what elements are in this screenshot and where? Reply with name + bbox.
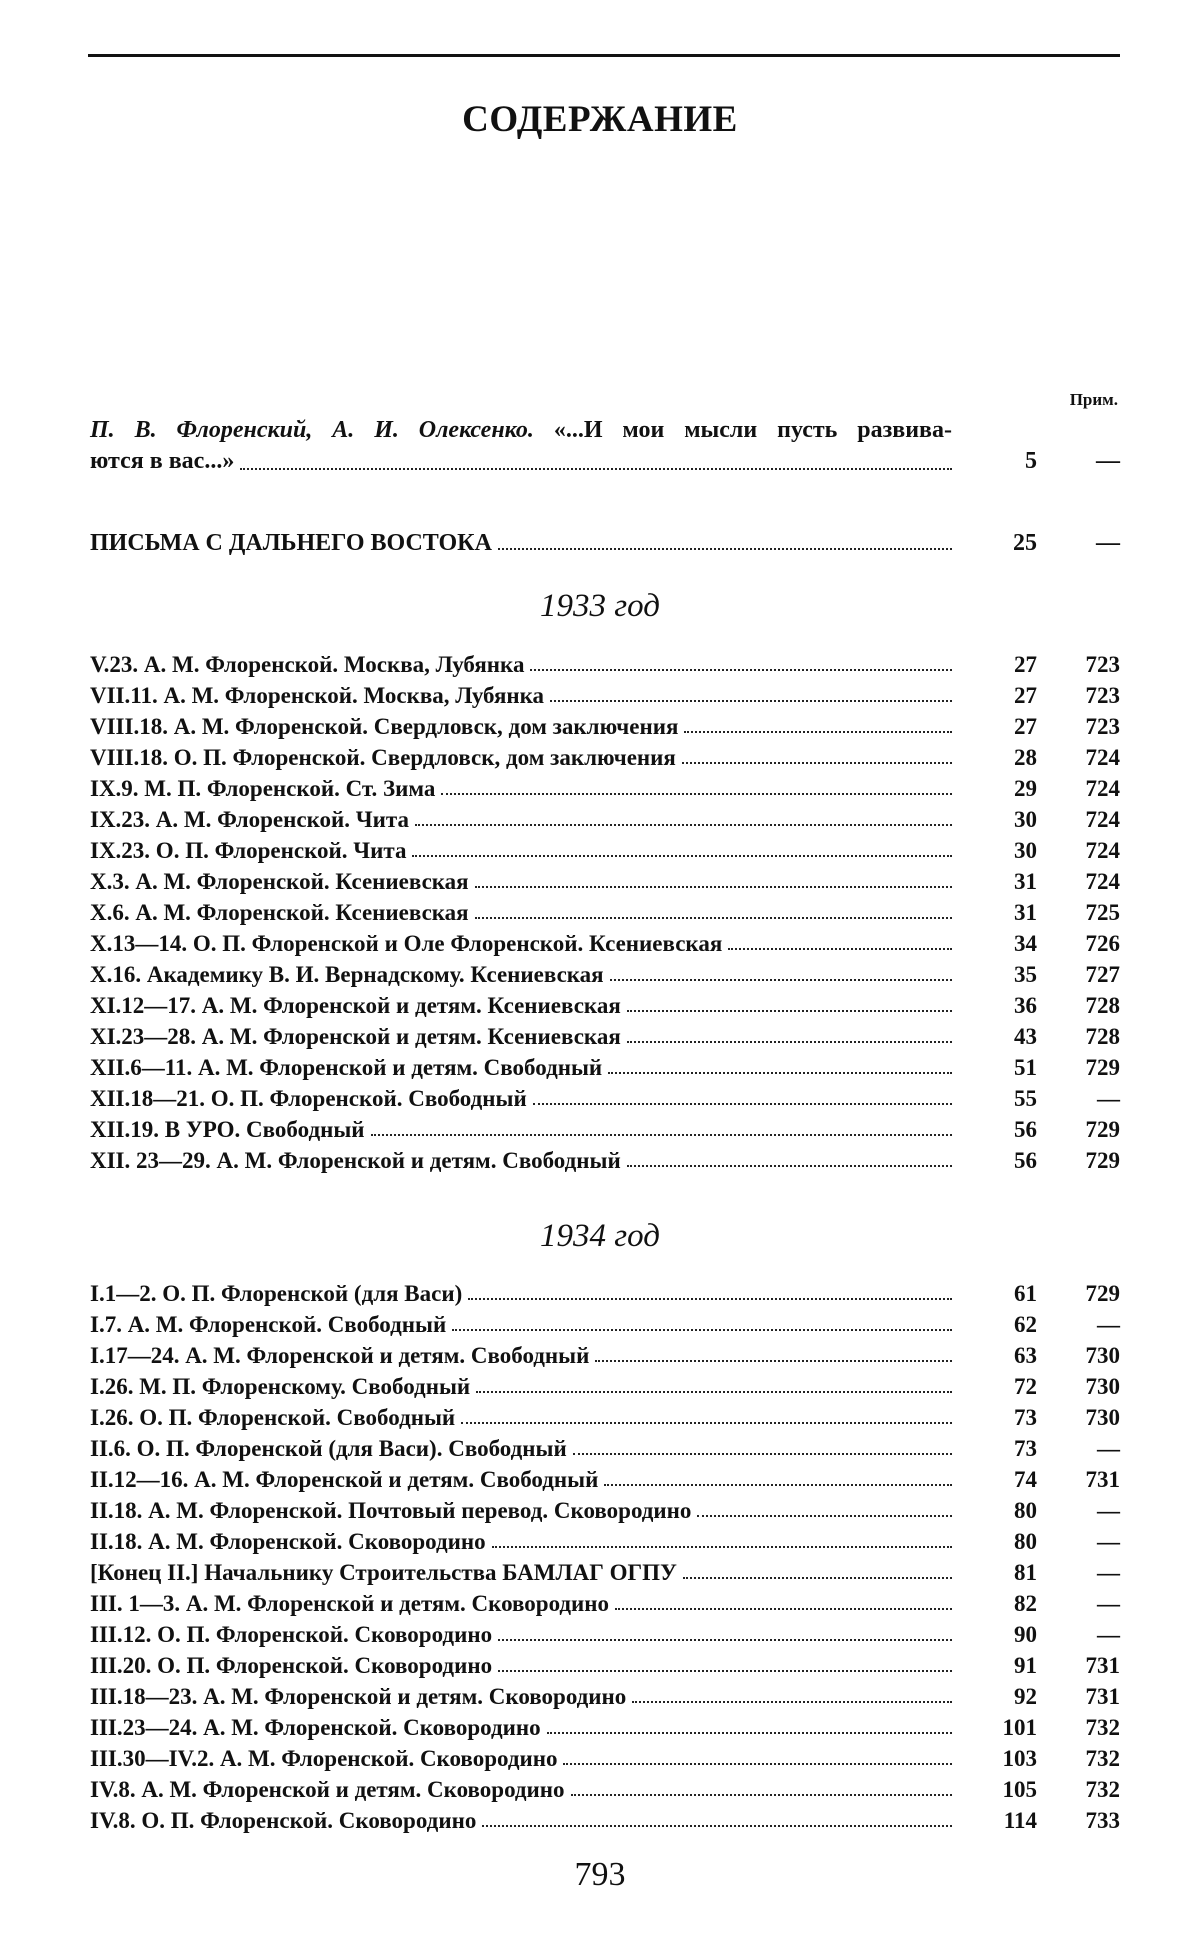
toc-entry-page: 43 — [1014, 1024, 1037, 1049]
toc-entry-note: 726 — [1085, 931, 1120, 956]
toc-entry-page: 30 — [1014, 838, 1037, 863]
toc-entry-note: 729 — [1085, 1148, 1120, 1173]
toc-entry-title: III.20. О. П. Флоренской. Сковородино — [90, 1653, 493, 1678]
toc-entry[interactable] — [90, 1710, 1120, 1741]
toc-entry-title: XI.12—17. А. М. Флоренской и детям. Ксениевская — [90, 993, 621, 1018]
dot-leader — [627, 1010, 952, 1012]
toc-entry-page: 27 — [1014, 714, 1037, 739]
toc-entry-note: 729 — [1085, 1281, 1120, 1306]
toc-entry-page: 73 — [1014, 1405, 1037, 1430]
dot-leader — [498, 1639, 952, 1641]
toc-entry-note: — — [1097, 1436, 1120, 1461]
toc-entry-page: 114 — [1003, 1808, 1037, 1833]
toc-entry-title: XII.19. В УРО. Свободный — [90, 1117, 365, 1142]
toc-entry-page: 28 — [1014, 745, 1037, 770]
toc-entry-title: XII. 23—29. А. М. Флоренской и детям. Свободный — [90, 1148, 621, 1173]
dot-leader — [595, 1360, 952, 1362]
toc-entry-page: 63 — [1014, 1343, 1037, 1368]
toc-entry-title: XII.6—11. А. М. Флоренской и детям. Свободный — [90, 1055, 603, 1080]
toc-entry-title: III.30—IV.2. А. М. Флоренской. Сковородино — [90, 1746, 558, 1771]
toc-entry-title: VII.11. А. М. Флоренской. Москва, Лубянка — [90, 683, 545, 708]
toc-entry-title: I.17—24. А. М. Флоренской и детям. Свободный — [90, 1343, 590, 1368]
dot-leader — [441, 793, 952, 795]
toc-entry-note: 730 — [1085, 1343, 1120, 1368]
dot-leader — [498, 1670, 952, 1672]
toc-entry-note: 732 — [1085, 1777, 1120, 1802]
toc-entry-title: X.6. А. М. Флоренской. Ксениевская — [90, 900, 469, 925]
toc-entry-page: 80 — [1014, 1498, 1037, 1523]
toc-entry-page: 80 — [1014, 1529, 1037, 1554]
toc-entry-page: 27 — [1014, 683, 1037, 708]
dot-leader — [571, 1794, 952, 1796]
toc-entry-page: 27 — [1014, 652, 1037, 677]
toc-entry-title: XI.23—28. А. М. Флоренской и детям. Ксениевская — [90, 1024, 621, 1049]
page-number: 793 — [574, 1856, 626, 1893]
toc-entry[interactable] — [90, 926, 1120, 957]
toc-entry-title: IX.23. О. П. Флоренской. Чита — [90, 838, 407, 863]
section-heading[interactable] — [90, 526, 1120, 557]
toc-entry-note: 724 — [1085, 807, 1120, 832]
dot-leader — [461, 1422, 952, 1424]
page-title: СОДЕРЖАНИЕ — [462, 99, 738, 140]
dot-leader — [492, 1546, 952, 1548]
toc-entry-note: — — [1097, 1622, 1120, 1647]
dot-leader — [615, 1608, 952, 1610]
toc-entry-page: 34 — [1014, 931, 1037, 956]
toc-entry-note: 724 — [1085, 869, 1120, 894]
toc-entry-page: 72 — [1014, 1374, 1037, 1399]
toc-entry[interactable] — [90, 988, 1120, 1019]
dot-leader — [573, 1453, 952, 1455]
toc-entry[interactable] — [90, 1741, 1120, 1772]
dot-leader — [530, 669, 952, 671]
dot-leader — [627, 1165, 952, 1167]
toc-entry-page: 55 — [1014, 1086, 1037, 1111]
toc-entry-note: 724 — [1085, 776, 1120, 801]
toc-entry-note: — — [1097, 1086, 1120, 1111]
toc-entry-title: II.18. А. М. Флоренской. Почтовый перевод. Сковородино — [90, 1498, 692, 1523]
toc-entry-page: 90 — [1014, 1622, 1037, 1647]
toc-entry[interactable] — [90, 709, 1120, 740]
toc-entry[interactable] — [90, 1338, 1120, 1369]
toc-list-1933 — [90, 647, 1120, 1174]
toc-entry-note: 733 — [1085, 1808, 1120, 1833]
toc-entry-title: IX.23. А. М. Флоренской. Чита — [90, 807, 410, 832]
toc-entry-title: XII.18—21. О. П. Флоренской. Свободный — [90, 1086, 527, 1111]
dot-leader — [728, 948, 952, 950]
toc-entry-page: 105 — [1002, 1777, 1037, 1802]
toc-entry-title: III. 1—3. А. М. Флоренской и детям. Сковородино — [90, 1591, 610, 1616]
toc-entry-note: 730 — [1085, 1405, 1120, 1430]
toc-entry-page: 56 — [1014, 1117, 1037, 1142]
dot-leader — [610, 979, 952, 981]
toc-entry-page: 51 — [1014, 1055, 1037, 1080]
dot-leader — [415, 824, 952, 826]
toc-entry-title: VIII.18. А. М. Флоренской. Свердловск, дом заключения — [90, 714, 679, 739]
toc-entry-page: 91 — [1014, 1653, 1037, 1678]
toc-entry-page: 29 — [1014, 776, 1037, 801]
toc-entry[interactable] — [90, 1400, 1120, 1431]
toc-entry[interactable] — [90, 1019, 1120, 1050]
toc-entry-note: 732 — [1085, 1715, 1120, 1740]
toc-entry-note: 731 — [1085, 1653, 1120, 1678]
toc-entry-title: II.6. О. П. Флоренской (для Васи). Свободный — [90, 1436, 567, 1461]
section-title: ПИСЬМА С ДАЛЬНЕГО ВОСТОКА — [90, 530, 492, 556]
toc-entry-note: 731 — [1085, 1684, 1120, 1709]
toc-entry-page: 62 — [1014, 1312, 1037, 1337]
toc-entry[interactable] — [90, 833, 1120, 864]
intro-page: 5 — [1025, 448, 1037, 474]
dot-leader — [498, 548, 952, 550]
dot-leader — [482, 1825, 952, 1827]
dot-leader — [476, 1391, 952, 1393]
toc-entry-title: III.23—24. А. М. Флоренской. Сковородино — [90, 1715, 541, 1740]
toc-entry-title: III.12. О. П. Флоренской. Сковородино — [90, 1622, 493, 1647]
toc-entry-page: 81 — [1014, 1560, 1037, 1585]
toc-entry[interactable] — [90, 740, 1120, 771]
toc-entry-title: V.23. А. М. Флоренской. Москва, Лубянка — [90, 652, 525, 677]
toc-entry-title: I.26. М. П. Флоренскому. Свободный — [90, 1374, 471, 1399]
toc-entry-title: IX.9. М. П. Флоренской. Ст. Зима — [90, 776, 436, 801]
dot-leader — [632, 1701, 952, 1703]
toc-entry-note: — — [1097, 1591, 1120, 1616]
toc-entry-title: II.18. А. М. Флоренской. Сковородино — [90, 1529, 486, 1554]
dot-leader — [684, 731, 952, 733]
toc-entry-note: 730 — [1085, 1374, 1120, 1399]
toc-entry-title: X.13—14. О. П. Флоренской и Оле Флоренской. Ксениевская — [90, 931, 723, 956]
toc-entry[interactable] — [90, 957, 1120, 988]
toc-entry-page: 56 — [1014, 1148, 1037, 1173]
toc-entry[interactable] — [90, 1555, 1120, 1586]
toc-entry-title: X.16. Академику В. И. Вернадскому. Ксениевская — [90, 962, 604, 987]
toc-entry-note: — — [1097, 1529, 1120, 1554]
toc-entry-title: II.12—16. А. М. Флоренской и детям. Свободный — [90, 1467, 599, 1492]
dot-leader — [563, 1763, 952, 1765]
toc-entry-page: 36 — [1014, 993, 1037, 1018]
section-note: — — [1096, 530, 1120, 556]
intro-authors: П. В. Флоренский, А. И. Олексенко. — [90, 417, 534, 443]
toc-entry-note: 723 — [1085, 714, 1120, 739]
dot-leader — [682, 762, 952, 764]
toc-entry[interactable] — [90, 1462, 1120, 1493]
toc-entry[interactable] — [90, 802, 1120, 833]
toc-entry[interactable] — [90, 1772, 1120, 1803]
toc-entry[interactable] — [90, 1081, 1120, 1112]
dot-leader — [452, 1329, 952, 1331]
intro-title-line1: «...И мои мысли пусть развива- — [553, 417, 953, 443]
toc-entry-note: 723 — [1085, 683, 1120, 708]
toc-entry-title: I.1—2. О. П. Флоренской (для Васи) — [90, 1281, 463, 1306]
intro-title-line2: ются в вас...» — [90, 448, 235, 474]
toc-entry-note: 729 — [1085, 1117, 1120, 1142]
toc-entry[interactable] — [90, 1648, 1120, 1679]
toc-entry-note: 725 — [1085, 900, 1120, 925]
dot-leader — [627, 1041, 952, 1043]
toc-entry[interactable] — [90, 864, 1120, 895]
section-page: 25 — [1013, 530, 1037, 556]
toc-entry[interactable] — [90, 1617, 1120, 1648]
toc-entry-page: 74 — [1014, 1467, 1037, 1492]
toc-entry-page: 101 — [1002, 1715, 1037, 1740]
dot-leader — [683, 1577, 952, 1579]
dot-leader — [533, 1103, 952, 1105]
toc-entry[interactable] — [90, 1493, 1120, 1524]
toc-entry-page: 30 — [1014, 807, 1037, 832]
dot-leader — [475, 886, 952, 888]
toc-entry-title: VIII.18. О. П. Флоренской. Свердловск, дом заключения — [90, 745, 676, 770]
dot-leader — [412, 855, 952, 857]
toc-entry-title: IV.8. О. П. Флоренской. Сковородино — [90, 1808, 477, 1833]
toc-entry[interactable] — [90, 771, 1120, 802]
toc-entry[interactable] — [90, 678, 1120, 709]
toc-entry-title: I.7. А. М. Флоренской. Свободный — [90, 1312, 447, 1337]
intro-entry[interactable] — [90, 415, 1120, 477]
toc-entry-note: 724 — [1085, 745, 1120, 770]
toc-entry[interactable] — [90, 1276, 1120, 1307]
toc-entry[interactable] — [90, 895, 1120, 926]
dot-leader — [604, 1484, 952, 1486]
dot-leader — [240, 468, 952, 470]
toc-entry-page: 92 — [1014, 1684, 1037, 1709]
toc-entry-note: 724 — [1085, 838, 1120, 863]
toc-entry[interactable] — [90, 647, 1120, 678]
toc-entry[interactable] — [90, 1112, 1120, 1143]
dot-leader — [697, 1515, 952, 1517]
toc-entry-note: 727 — [1085, 962, 1120, 987]
toc-list-1934 — [90, 1276, 1120, 1834]
toc-entry-title: X.3. А. М. Флоренской. Ксениевская — [90, 869, 469, 894]
toc-entry-note: — — [1097, 1312, 1120, 1337]
top-rule — [88, 54, 1120, 57]
toc-entry[interactable] — [90, 1431, 1120, 1462]
intro-note: — — [1096, 448, 1120, 474]
toc-entry-page: 31 — [1014, 869, 1037, 894]
toc-entry-page: 73 — [1014, 1436, 1037, 1461]
toc-entry[interactable] — [90, 1524, 1120, 1555]
toc-entry-page: 61 — [1014, 1281, 1037, 1306]
toc-entry-page: 82 — [1014, 1591, 1037, 1616]
toc-entry-note: — — [1097, 1560, 1120, 1585]
toc-entry-note: 728 — [1085, 993, 1120, 1018]
year-heading-1933: 1933 год — [540, 588, 660, 624]
toc-entry-note: 728 — [1085, 1024, 1120, 1049]
toc-entry-page: 103 — [1002, 1746, 1037, 1771]
notes-column-header: Прим. — [1069, 390, 1118, 409]
dot-leader — [550, 700, 952, 702]
dot-leader — [547, 1732, 952, 1734]
toc-entry-page: 31 — [1014, 900, 1037, 925]
toc-entry-title: I.26. О. П. Флоренской. Свободный — [90, 1405, 456, 1430]
toc-entry[interactable] — [90, 1803, 1120, 1834]
toc-entry-note: 723 — [1085, 652, 1120, 677]
toc-entry-note: 732 — [1085, 1746, 1120, 1771]
toc-entry-title: IV.8. А. М. Флоренской и детям. Сковородино — [90, 1777, 565, 1802]
dot-leader — [608, 1072, 952, 1074]
dot-leader — [475, 917, 952, 919]
toc-entry-note: — — [1097, 1498, 1120, 1523]
dot-leader — [468, 1298, 952, 1300]
toc-entry[interactable] — [90, 1050, 1120, 1081]
toc-entry-title: [Конец II.] Начальнику Строительства БАМЛАГ ОГПУ — [90, 1560, 677, 1585]
toc-entry-note: 731 — [1085, 1467, 1120, 1492]
toc-entry-title: III.18—23. А. М. Флоренской и детям. Сковородино — [90, 1684, 627, 1709]
toc-entry[interactable] — [90, 1369, 1120, 1400]
toc-entry-note: 729 — [1085, 1055, 1120, 1080]
toc-entry-page: 35 — [1014, 962, 1037, 987]
year-heading-1934: 1934 год — [540, 1218, 660, 1254]
dot-leader — [371, 1134, 952, 1136]
toc-entry[interactable] — [90, 1586, 1120, 1617]
toc-entry[interactable] — [90, 1679, 1120, 1710]
toc-entry[interactable] — [90, 1143, 1120, 1174]
toc-entry[interactable] — [90, 1307, 1120, 1338]
